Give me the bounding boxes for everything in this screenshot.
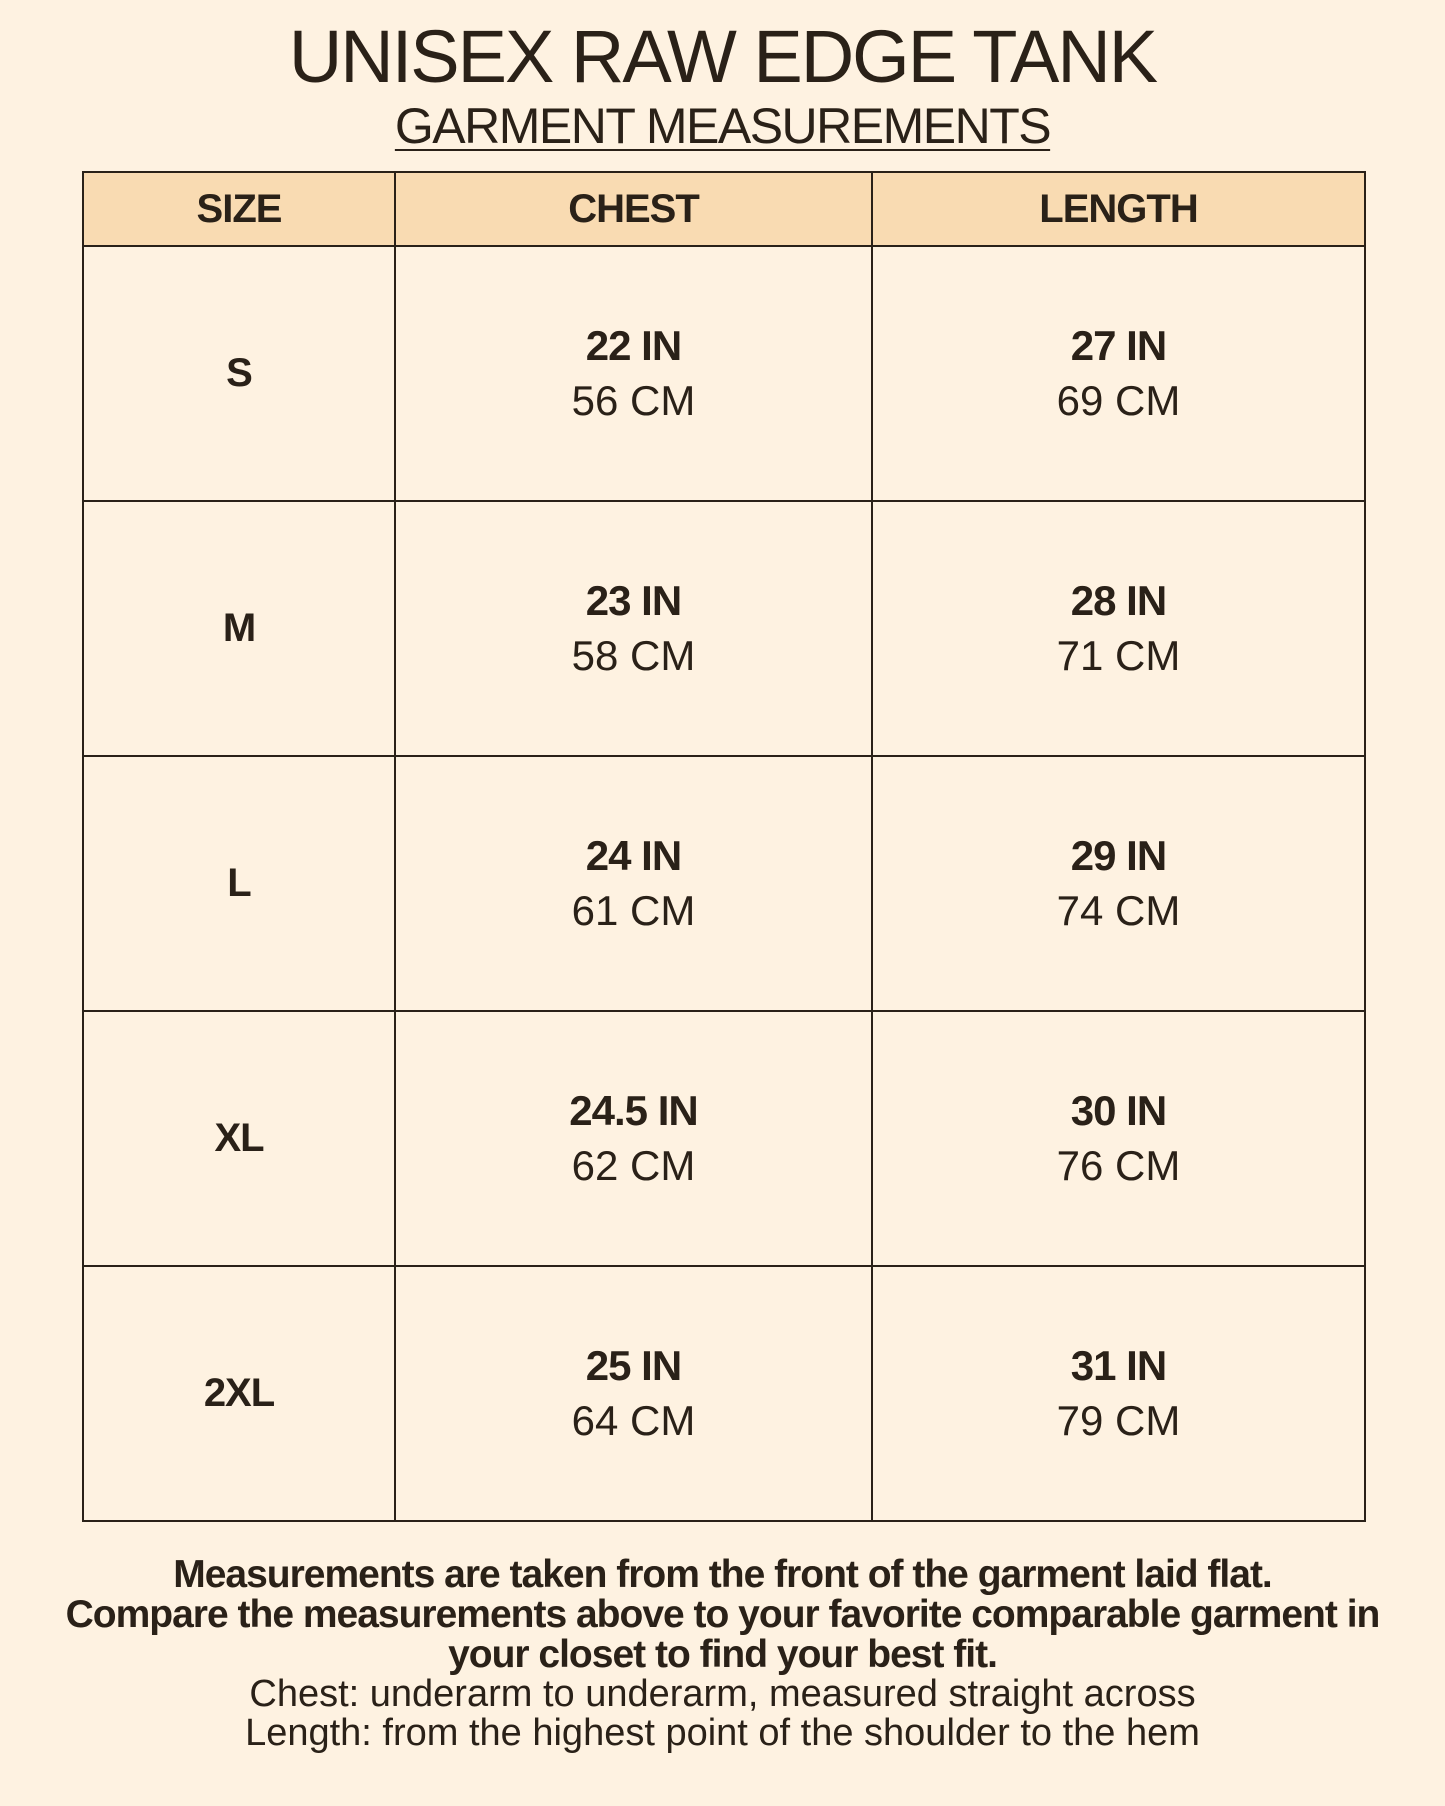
- length-inches: 27 IN: [1070, 321, 1167, 369]
- chest-inches: 25 IN: [585, 1341, 682, 1389]
- size-cell: [83, 1011, 395, 1266]
- chest-cell: [395, 1011, 872, 1266]
- length-inches: 31 IN: [1070, 1341, 1167, 1389]
- chest-centimeters: 56 CM: [571, 376, 696, 424]
- size-cell: [83, 1266, 395, 1521]
- chest-cell: [395, 501, 872, 756]
- length-inches: 28 IN: [1070, 576, 1167, 624]
- size-label: L: [227, 861, 251, 905]
- length-centimeters: 74 CM: [1056, 886, 1181, 934]
- size-label: XL: [214, 1116, 264, 1160]
- chest-inches: 24.5 IN: [569, 1086, 698, 1134]
- chest-inches: 22 IN: [585, 321, 682, 369]
- size-label: M: [222, 606, 256, 650]
- length-inches: 29 IN: [1070, 831, 1167, 879]
- table-header-row: [83, 172, 1365, 246]
- chest-inches: 23 IN: [585, 576, 682, 624]
- column-header-length: LENGTH: [872, 172, 1365, 246]
- column-header-size: SIZE: [83, 172, 395, 246]
- note-compare: Compare the measurements above to your favorite comparable garment in: [65, 1593, 1380, 1636]
- length-cell: [872, 1011, 1365, 1266]
- length-centimeters: 76 CM: [1056, 1141, 1181, 1189]
- note-chest-definition: Chest: underarm to underarm, measured straight across: [249, 1673, 1196, 1715]
- chest-centimeters: 58 CM: [571, 631, 696, 679]
- length-centimeters: 79 CM: [1056, 1396, 1181, 1444]
- chest-cell: [395, 756, 872, 1011]
- chest-inches: 24 IN: [585, 831, 682, 879]
- size-cell: [83, 756, 395, 1011]
- length-inches: 30 IN: [1070, 1086, 1167, 1134]
- length-cell: [872, 501, 1365, 756]
- table-row: [83, 1011, 1365, 1266]
- measurement-notes: [0, 1555, 1445, 1753]
- table-row: [83, 1266, 1365, 1521]
- length-cell: [872, 1266, 1365, 1521]
- page-title: UNISEX RAW EDGE TANK: [288, 15, 1157, 98]
- table-row: [83, 756, 1365, 1011]
- note-length-definition: Length: from the highest point of the shoulder to the hem: [245, 1712, 1200, 1754]
- length-centimeters: 71 CM: [1056, 631, 1181, 679]
- table-row: [83, 501, 1365, 756]
- chest-centimeters: 61 CM: [571, 886, 696, 934]
- chest-cell: [395, 246, 872, 501]
- page-subtitle: GARMENT MEASUREMENTS: [394, 98, 1051, 154]
- note-compare-continued: your closet to find your best fit.: [448, 1633, 997, 1676]
- size-label: 2XL: [203, 1371, 275, 1415]
- length-cell: [872, 756, 1365, 1011]
- length-centimeters: 69 CM: [1056, 376, 1181, 424]
- table-row: [83, 246, 1365, 501]
- note-laid-flat: Measurements are taken from the front of the garment laid flat.: [173, 1553, 1272, 1596]
- column-header-chest: CHEST: [395, 172, 872, 246]
- length-cell: [872, 246, 1365, 501]
- size-label: S: [226, 351, 252, 395]
- size-cell: [83, 501, 395, 756]
- chest-centimeters: 62 CM: [571, 1141, 696, 1189]
- size-chart-table: [82, 171, 1366, 1522]
- chest-cell: [395, 1266, 872, 1521]
- size-cell: [83, 246, 395, 501]
- chest-centimeters: 64 CM: [571, 1396, 696, 1444]
